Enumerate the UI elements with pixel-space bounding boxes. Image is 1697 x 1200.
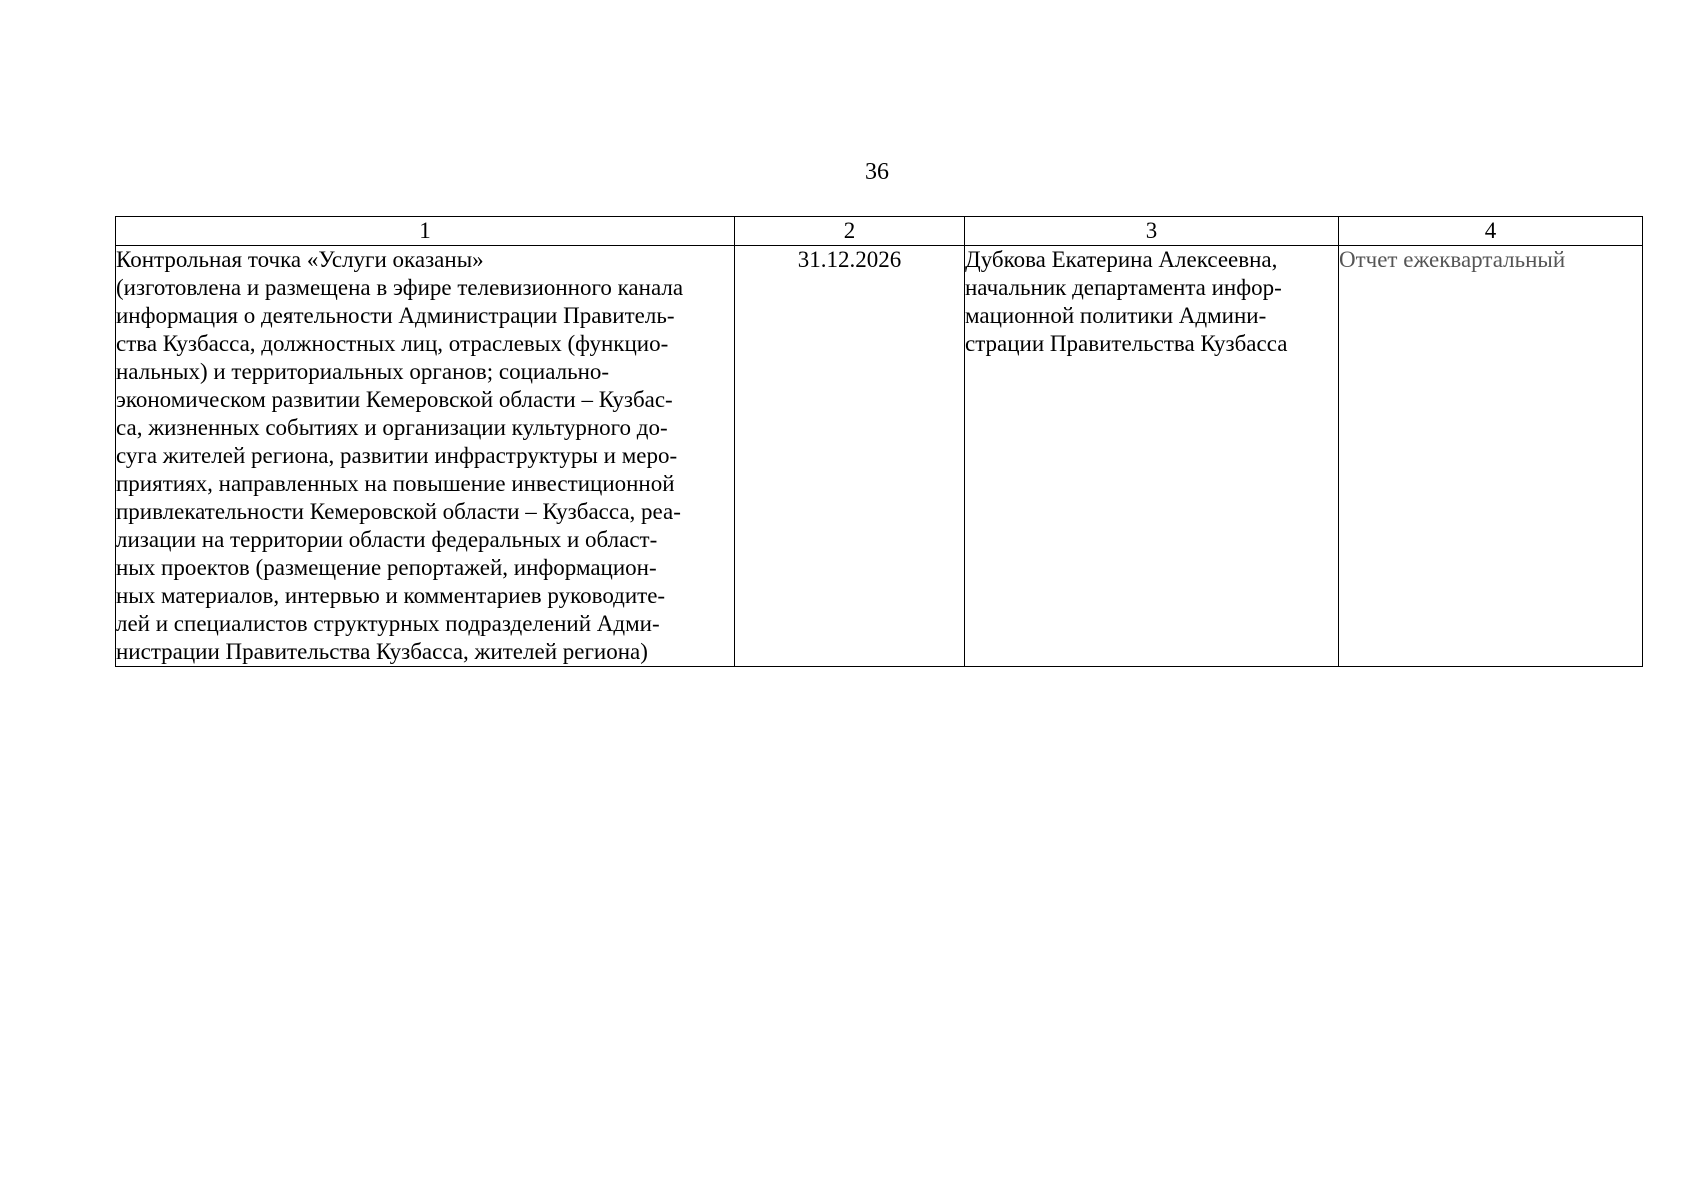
table-row bbox=[116, 246, 1643, 667]
description-line: нальных) и территориальных органов; социально- bbox=[116, 359, 610, 384]
description-line: лей и специалистов структурных подразделений Адми- bbox=[116, 611, 660, 636]
column-header-1: 1 bbox=[116, 217, 735, 246]
responsible-line: начальник департамента инфор- bbox=[965, 275, 1282, 300]
responsible-line: Дубкова Екатерина Алексеевна, bbox=[965, 247, 1278, 272]
description-line: привлекательности Кемеровской области – Кузбасса, реа- bbox=[116, 499, 681, 524]
column-header-4: 4 bbox=[1339, 217, 1643, 246]
column-header-3: 3 bbox=[965, 217, 1339, 246]
description-line: нистрации Правительства Кузбасса, жителей региона) bbox=[116, 639, 648, 664]
page-number: 36 bbox=[865, 159, 889, 185]
report-cell bbox=[1339, 246, 1643, 667]
description-line: суга жителей региона, развитии инфраструктуры и меро- bbox=[116, 443, 678, 468]
description-line: са, жизненных событиях и организации культурного до- bbox=[116, 415, 668, 440]
description-line: ных материалов, интервью и комментариев руководите- bbox=[116, 583, 666, 608]
description-line: экономическом развитии Кемеровской области – Кузбас- bbox=[116, 387, 673, 412]
column-header-2: 2 bbox=[735, 217, 965, 246]
description-line: приятиях, направленных на повышение инвестиционной bbox=[116, 471, 675, 496]
report-type: Отчет ежеквартальный bbox=[1339, 247, 1566, 272]
control-point-table bbox=[115, 216, 1643, 667]
date-cell bbox=[735, 246, 965, 667]
responsible-cell bbox=[965, 246, 1339, 667]
due-date: 31.12.2026 bbox=[797, 247, 902, 272]
description-cell bbox=[116, 246, 735, 667]
responsible-line: мационной политики Админи- bbox=[965, 303, 1267, 328]
description-line: лизации на территории области федеральных и област- bbox=[116, 527, 658, 552]
description-line: ных проектов (размещение репортажей, информацион- bbox=[116, 555, 657, 580]
description-line: (изготовлена и размещена в эфире телевизионного канала bbox=[116, 275, 684, 300]
table-header-row bbox=[116, 217, 1643, 246]
description-line: ства Кузбасса, должностных лиц, отраслевых (функцио- bbox=[116, 331, 669, 356]
responsible-line: страции Правительства Кузбасса bbox=[965, 331, 1288, 356]
description-line: информация о деятельности Администрации Правитель- bbox=[116, 303, 675, 328]
description-line: Контрольная точка «Услуги оказаны» bbox=[116, 247, 484, 272]
